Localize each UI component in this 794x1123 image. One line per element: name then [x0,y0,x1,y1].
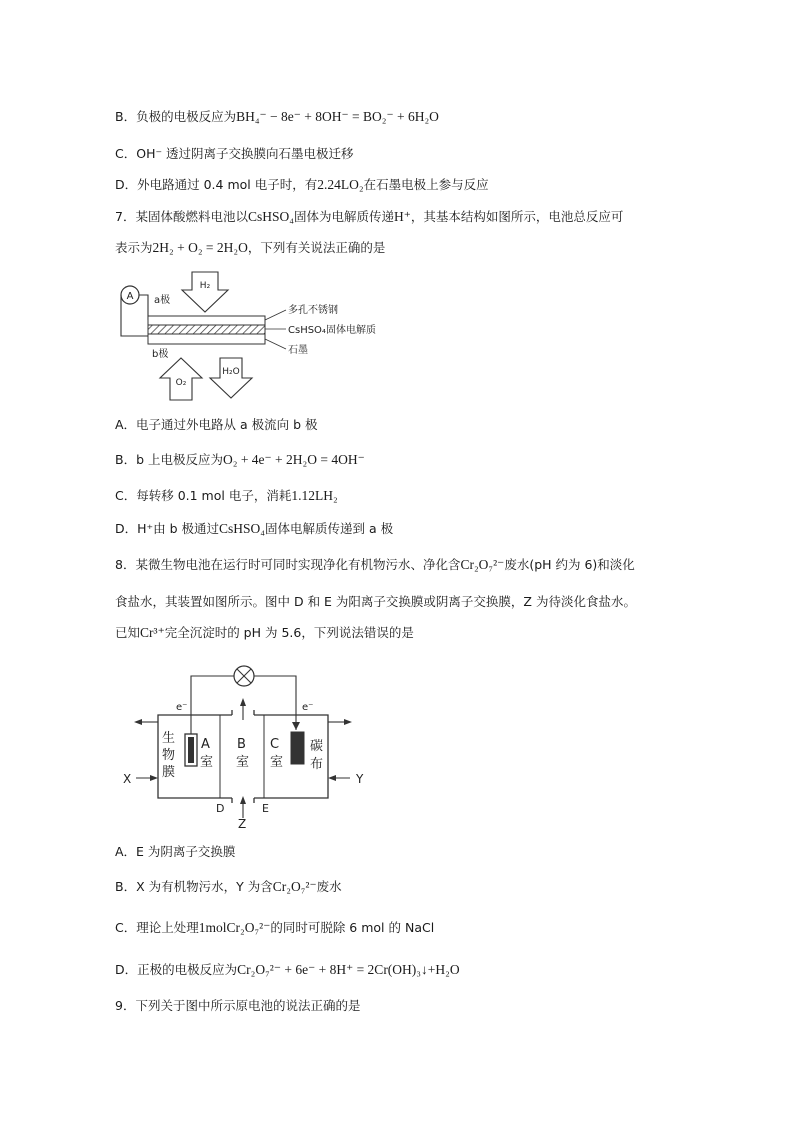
x-inlet-label: X [123,772,132,786]
q8-option-a: A．E 为阴离子交换膜 [115,844,236,859]
h2o-outflow-arrow [210,358,252,398]
svg-text:膜: 膜 [162,765,176,780]
membrane-e-label: E [262,802,269,815]
electrolyte-label: CsHSO₄固体电解质 [288,325,376,336]
h2-inflow-arrow [182,272,228,312]
svg-text:碳: 碳 [310,739,324,754]
a-pole-label: a极 [154,295,171,306]
q8-option-d: D．正极的电极反应为Cr₂O₇²⁻ + 6e⁻ + 8H⁺ = 2Cr(OH)₃↓+H₂O [115,962,460,977]
membrane-d-label: D [216,802,225,815]
q8-stem-line2: 食盐水，其装置如图所示。图中 D 和 E 为阳离子交换膜或阴离子交换膜，Z 为待淡化食盐水。 [115,594,636,609]
svg-text:室: 室 [270,755,284,770]
q9-stem: 9．下列关于图中所示原电池的说法正确的是 [115,998,361,1013]
q8-stem-line1: 8．某微生物电池在运行时可同时实现净化有机物污水、净化含Cr₂O₇²⁻废水(pH 约为 6)和淡化 [115,557,635,572]
chamber-a-label: A [201,737,210,752]
svg-text:生: 生 [162,731,176,746]
carbon-electrode [291,732,304,764]
q7-option-c: C．每转移 0.1 mol 电子，消耗1.12LH₂ [115,488,338,503]
svg-text:布: 布 [310,757,324,772]
q6-option-d: D．外电路通过 0.4 mol 电子时，有2.24LO₂在石墨电极上参与反应 [115,177,489,192]
chamber-b-label: B [237,737,246,752]
svg-text:室: 室 [200,755,214,770]
b-pole-label: b极 [152,349,169,360]
svg-text:O₂: O₂ [175,378,187,388]
steel-label: 多孔不锈钢 [288,305,338,316]
svg-text:H₂O: H₂O [222,367,240,377]
svg-text:H₂: H₂ [199,281,211,291]
electron-left-label: e⁻ [176,702,188,713]
chamber-c-label: C [270,737,280,752]
q7-option-a: A．电子通过外电路从 a 极流向 b 极 [115,417,318,432]
q8-option-b: B．X 为有机物污水，Y 为含Cr₂O₇²⁻废水 [115,879,342,894]
fuel-cell-diagram [110,268,410,403]
svg-text:A: A [126,291,134,302]
q6-option-c: C．OH⁻ 透过阴离子交换膜向石墨电极迁移 [115,146,354,161]
svg-text:物: 物 [162,748,176,763]
q8-option-c: C．理论上处理1molCr₂O₇²⁻的同时可脱除 6 mol 的 NaCl [115,920,435,935]
q7-option-b: B．b 上电极反应为O₂ + 4e⁻ + 2H₂O = 4OH⁻ [115,452,365,467]
q7-stem-line1: 7．某固体酸燃料电池以CsHSO₄固体为电解质传递H⁺，其基本结构如图所示，电池总反应可 [115,209,624,224]
z-inlet-label: Z [238,817,247,830]
graphite-label: 石墨 [288,345,308,356]
svg-text:室: 室 [236,755,250,770]
electron-right-label: e⁻ [302,702,314,713]
microbial-cell-diagram [112,660,402,830]
y-inlet-label: Y [356,772,364,786]
q7-stem-line2: 表示为2H₂ + O₂ = 2H₂O，下列有关说法正确的是 [115,240,386,255]
q8-stem-line3: 已知Cr³⁺完全沉淀时的 pH 为 5.6，下列说法错误的是 [115,625,414,640]
q6-option-b: B．负极的电极反应为BH₄⁻ − 8e⁻ + 8OH⁻ = BO₂⁻ + 6H₂O [115,109,439,124]
q7-option-d: D．H⁺由 b 极通过CsHSO₄固体电解质传递到 a 极 [115,521,394,536]
